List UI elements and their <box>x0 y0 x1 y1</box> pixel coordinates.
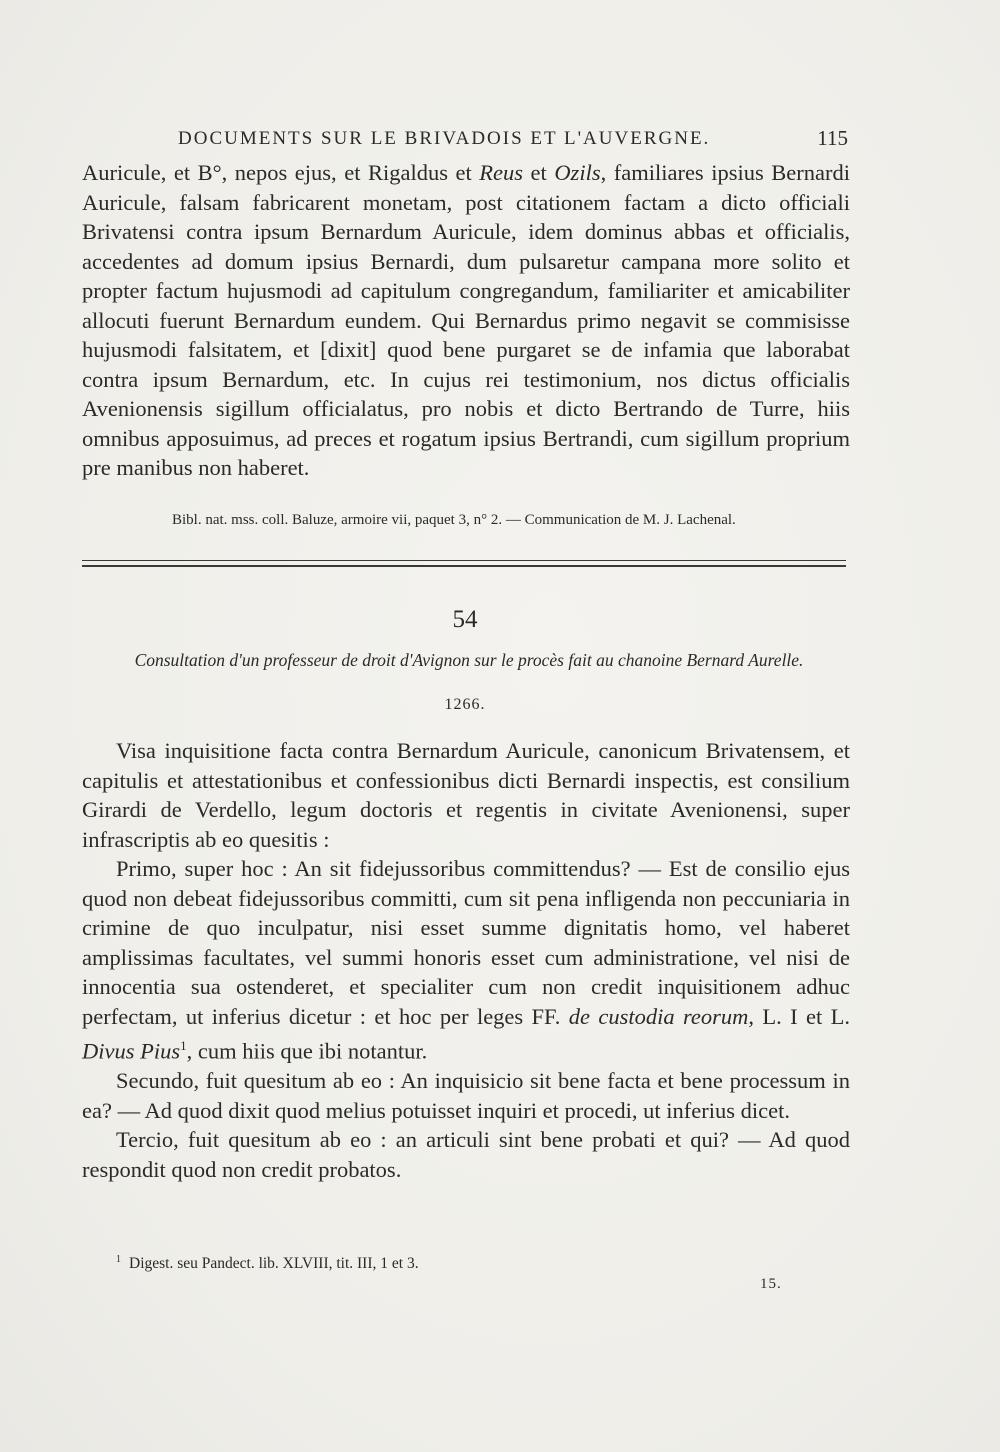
section-divider-thin <box>82 560 846 561</box>
document-title: Consultation d'un professeur de droit d'Avignon sur le procès fait au chanoine Bernard Aurelle. <box>134 650 804 670</box>
continued-paragraph <box>82 158 850 483</box>
source-note: Bibl. nat. mss. coll. Baluze, armoire vii, paquet 3, n° 2. — Communication de M. J. Lachenal. <box>172 512 736 528</box>
text-fragment: et <box>523 160 555 185</box>
body-paragraph-4: Tercio, fuit quesitum ab eo : an articuli sint bene probati et qui? — Ad quod respondit quod non credit probatos. <box>82 1127 850 1182</box>
page-header <box>178 124 848 154</box>
text-fragment: Auricule, et B°, nepos ejus, et Rigaldus et <box>82 160 480 185</box>
document-body <box>82 736 850 1184</box>
footnote <box>116 1254 616 1273</box>
section-divider-thick <box>82 565 846 567</box>
text-fragment: , L. I et L. <box>748 1003 850 1029</box>
footnote-text: Digest. seu Pandect. lib. XLVIII, tit. III, 1 et 3. <box>129 1255 419 1273</box>
page-number: 115 <box>817 126 848 150</box>
running-title: DOCUMENTS SUR LE BRIVADOIS ET L'AUVERGNE. <box>178 128 711 149</box>
body-paragraph-1: Visa inquisitione facta contra Bernardum Auricule, canonicum Brivatensem, et capitulis et attestationibus et confessionibus dicti Bernardi inspectis, est consilium Girardi de Verdello, legum doctoris et regentis in civitate Avenionensi, super infrascriptis ab eo quesitis : <box>82 738 850 852</box>
document-year: 1266. <box>444 696 486 713</box>
italic-citation: Divus Pius <box>82 1038 181 1064</box>
text-fragment: , familiares ipsius Bernardi Auricule, falsam fabricarent monetam, post citationem factam a dicto officiali Brivatensi contra ipsum Bernardum Auricule, idem dominus abbas et officialis, accedentes ad domum ipsius Bernardi, dum pulsaretur campana more solito et propter factum hujusmodi ad capitulum congregandum, familiariter et amicabiliter allocuti fuerunt Bernardum eundem. Qui Bernardus primo negavit se commisisse hujusmodi falsitatem, et [dixit] quod bene purgaret se de infamia que laborabat contra ipsum Bernardum, etc. In cujus rei testimonium, nos dictus officialis Avenionensis sigillum officialatus, pro nobis et dicto Bertrando de Turre, hiis omnibus apposuimus, ad preces et rogatum ipsius Bertrandi, cum sigillum proprium pre manibus non haberet. <box>82 160 850 480</box>
signature-mark: 15. <box>760 1276 782 1292</box>
continued-text-block <box>82 158 850 483</box>
text-fragment: , cum hiis que ibi notantur. <box>186 1038 428 1064</box>
footnote-reference: 1 <box>180 1038 187 1053</box>
body-paragraph-2 <box>82 854 850 1066</box>
text-fragment: Primo, super hoc : An sit fidejussoribus committendus? — Est de consilio ejus quod non debeat fidejussoribus committi, cum sit pena infligenda non peccuniaria in crimine de quo inculpatur, nisi esset summe dignitatis homo, vel haberet amplissimas facultates, vel summi honoris esset cum administratione, vel nisi de innocentia sua ostenderet, et specialiter cum non credit inquisitionem adhuc perfectam, ut inferius dicetur : et hoc per leges FF. <box>82 856 850 1029</box>
italic-citation: de custodia reorum <box>568 1003 749 1029</box>
italic-name-reus: Reus <box>479 160 524 185</box>
footnote-marker: 1 <box>116 1254 121 1265</box>
body-paragraph-3: Secundo, fuit quesitum ab eo : An inquisicio sit bene facta et bene processum in ea? — Ad quod dixit quod melius potuisset inquiri et procedi, ut inferius dicet. <box>82 1068 850 1123</box>
document-number: 54 <box>452 606 478 633</box>
italic-name-ozils: Ozils <box>554 160 601 185</box>
